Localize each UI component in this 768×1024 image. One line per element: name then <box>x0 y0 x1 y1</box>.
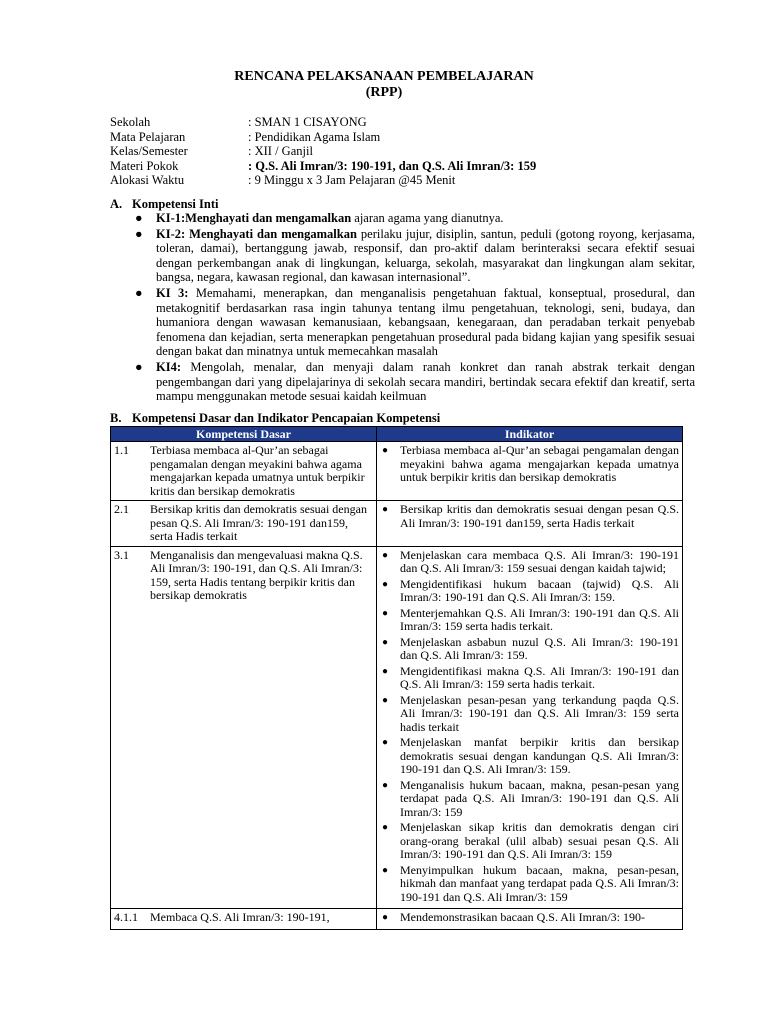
bullet-icon: ● <box>382 549 389 561</box>
bullet-icon: ● <box>382 665 389 677</box>
section-letter: B. <box>110 411 122 425</box>
kd-cell <box>111 546 377 909</box>
list-item <box>380 779 679 820</box>
ki-key: KI-2: Menghayati dan mengamalkan <box>156 226 357 241</box>
table-header-row <box>111 427 683 442</box>
section-a-heading <box>110 197 218 211</box>
bullet-icon: ● <box>382 737 389 748</box>
section-title: Kompetensi Inti <box>132 197 219 211</box>
kompetensi-inti-list <box>135 211 695 405</box>
bullet-icon: ● <box>382 694 389 706</box>
list-item <box>380 736 679 777</box>
bullet-icon: ● <box>382 504 389 515</box>
info-row <box>110 144 536 159</box>
list-item <box>380 864 679 905</box>
info-row <box>110 115 536 130</box>
ki-text: ajaran agama yang dianutnya. <box>351 211 504 225</box>
competency-table <box>110 426 683 930</box>
bullet-icon: ● <box>382 636 389 648</box>
indicator-text: Menjelaskan asbabun nuzul Q.S. Ali Imran/3: 190-191 dan Q.S. Ali Imran/3: 159. <box>400 634 679 662</box>
bullet-icon: ● <box>135 226 143 241</box>
section-letter: A. <box>110 197 123 211</box>
indicator-cell <box>377 501 683 547</box>
list-item <box>380 636 679 663</box>
identity-block <box>110 115 536 188</box>
document-subtitle: (RPP) <box>365 85 403 100</box>
bullet-icon: ● <box>135 211 143 225</box>
kd-text: Menganalisis dan mengevaluasi makna Q.S. Ali Imran/3: 190-191, dan Q.S. Ali Imran/3: 159, serta Hadis tentang berpikir kritis dan bersikap demokratis <box>150 547 363 602</box>
bullet-icon: ● <box>135 285 143 300</box>
section-b-heading <box>110 411 440 425</box>
bullet-icon: ● <box>382 779 389 791</box>
info-value: : Q.S. Ali Imran/3: 190-191, dan Q.S. Ali Imran/3: 159 <box>248 158 537 173</box>
indicator-text: Bersikap kritis dan demokratis sesuai dengan pesan Q.S. Ali Imran/3: 190-191 dan159, serta Hadis terkait <box>400 502 679 530</box>
list-item <box>380 503 679 530</box>
kd-cell <box>111 442 377 501</box>
list-item <box>380 607 679 634</box>
info-row <box>110 159 536 174</box>
indicator-cell <box>377 546 683 909</box>
kd-number: 4.1.1 <box>114 910 138 924</box>
indicator-text: Menjelaskan manfat berpikir kritis dan bersikap demokratis sesuai dengan kandungan Q.S. Ali Imran/3: 190-191 dan Q.S. Ali Imran/3: 159. <box>400 735 679 776</box>
list-item <box>380 911 679 925</box>
indicator-text: Menganalisis hukum bacaan, makna, pesan-pesan yang terdapat pada Q.S. Ali Imran/3: 190-191 dan Q.S. Ali Imran/3: 159 <box>400 777 679 819</box>
ki-text: Memahami, menerapkan, dan menganalisis pengetahuan faktual, konseptual, prosedural, dan metakognitif berdasarkan rasa ingin tahunya tentang ilmu pengetahuan, teknologi, seni, budaya, dan humaniora dengan wawasan kemanusiaan, kebangsaan, kenegaraan, dan peradaban terkait penyebab fenomena dan kejadian, serta menerapkan pengetahuan prosedural pada bidang kajian yang spesifik sesuai dengan bakat dan minatnya untuk memecahkan masalah <box>156 285 695 359</box>
indicator-text: Mengidentifikasi hukum bacaan (tajwid) Q.S. Ali Imran/3: 190-191 dan Q.S. Ali Imran/3: 159. <box>400 576 679 604</box>
list-item <box>380 578 679 605</box>
info-label: Sekolah <box>110 115 151 129</box>
ki-text: Mengolah, menalar, dan menyaji dalam ranah konkret dan ranah abstrak terkait dengan pengembangan dari yang dipelajarinya di sekolah secara mandiri, bertindak secara efektif dan kreatif, serta mampu menggunakan metode sesuai kaidah keilmuan <box>156 359 695 404</box>
kd-text: Bersikap kritis dan demokratis sesuai dengan pesan Q.S. Ali Imran/3: 190-191 dan159, serta Hadis terkait <box>150 502 367 543</box>
bullet-icon: ● <box>382 864 389 876</box>
info-label: Materi Pokok <box>110 158 179 173</box>
indicator-text: Menterjemahkan Q.S. Ali Imran/3: 190-191 dan Q.S. Ali Imran/3: 159 serta hadis terkait. <box>400 605 679 633</box>
kd-text: Membaca Q.S. Ali Imran/3: 190-191, <box>150 910 330 924</box>
kd-number: 2.1 <box>114 502 129 516</box>
kd-cell <box>111 501 377 547</box>
ki-text: perilaku jujur, disiplin, santun, peduli (gotong royong, kerjasama, toleran, damai), bertanggung jawab, responsif, dan pro-aktif dalam berinteraksi secara efektif sesuai dengan perkembangan anak di lingkungan, keluarga, sekolah, masyarakat dan lingkungan alam sekitar, bangsa, negara, kawasan regional, dan kawasan internasional”. <box>156 226 695 285</box>
bullet-icon: ● <box>382 445 389 456</box>
list-item <box>135 360 695 404</box>
info-row <box>110 130 536 145</box>
kd-number: 1.1 <box>114 443 129 457</box>
list-item <box>135 227 695 285</box>
list-item <box>380 444 679 485</box>
ki-key: KI-1:Menghayati dan mengamalkan <box>156 211 352 225</box>
bullet-icon: ● <box>382 607 389 619</box>
info-label: Mata Pelajaran <box>110 129 186 144</box>
list-item <box>380 549 679 576</box>
column-header: Kompetensi Dasar <box>111 427 377 442</box>
indicator-text: Menjelaskan cara membaca Q.S. Ali Imran/3: 190-191 dan Q.S. Ali Imran/3: 159 sesuai dengan kaidah tajwid; <box>400 547 679 575</box>
document-title: RENCANA PELAKSANAAN PEMBELAJARAN <box>234 69 534 84</box>
info-label: Alokasi Waktu <box>110 173 185 187</box>
indicator-text: Menyimpulkan hukum bacaan, makna, pesan-pesan, hikmah dan manfaat yang terdapat pada Q.S. Ali Imran/3: 190-191 dan Q.S. Ali Imran/3: 159 <box>400 862 679 904</box>
info-value: : SMAN 1 CISAYONG <box>248 115 367 129</box>
list-item <box>135 286 695 359</box>
info-value: : Pendidikan Agama Islam <box>248 129 381 144</box>
table-row <box>111 442 683 501</box>
info-label: Kelas/Semester <box>110 144 188 158</box>
kd-text: Terbiasa membaca al-Qur’an sebagai pengamalan dengan meyakini bahwa agama mengajarkan kepada umatnya untuk berpikir kritis dan bersikap demokratis <box>150 443 365 498</box>
ki-key: KI4: <box>156 359 181 374</box>
indicator-text: Mengidentifikasi makna Q.S. Ali Imran/3: 190-191 dan Q.S. Ali Imran/3: 159 serta hadis terkait. <box>400 663 679 691</box>
list-item <box>380 665 679 692</box>
table-row <box>111 501 683 547</box>
info-value: : 9 Minggu x 3 Jam Pelajaran @45 Menit <box>248 173 456 187</box>
list-item <box>135 211 695 226</box>
indicator-text: Mendemonstrasikan bacaan Q.S. Ali Imran/3: 190- <box>400 910 645 924</box>
indicator-text: Menjelaskan pesan-pesan yang terkandung paqda Q.S. Ali Imran/3: 190-191 dan Q.S. Ali Imran/3: 159 serta hadis terkait <box>400 692 679 734</box>
list-item <box>380 694 679 735</box>
kd-cell <box>111 909 377 930</box>
bullet-icon: ● <box>135 359 143 374</box>
table-row <box>111 546 683 909</box>
section-title: Kompetensi Dasar dan Indikator Pencapaian Kompetensi <box>132 411 441 425</box>
info-row <box>110 173 536 188</box>
indicator-text: Terbiasa membaca al-Qur’an sebagai pengamalan dengan meyakini bahwa agama mengajarkan kepada umatnya untuk berpikir kritis dan bersikap demokratis <box>400 443 679 484</box>
table-row <box>111 909 683 930</box>
indicator-text: Menjelaskan sikap kritis dan demokratis dengan ciri orang-orang berakal (ulil albab) sesuai pesan Q.S. Ali Imran/3: 190-191 dan Q.S. Ali Imran/3: 159 <box>400 820 679 861</box>
ki-key: KI 3: <box>156 285 189 300</box>
list-item <box>380 821 679 862</box>
indicator-cell <box>377 442 683 501</box>
indicator-cell <box>377 909 683 930</box>
column-header: Indikator <box>377 427 683 442</box>
bullet-icon: ● <box>382 578 389 590</box>
info-value: : XII / Ganjil <box>248 144 313 158</box>
kd-number: 3.1 <box>114 547 129 562</box>
bullet-icon: ● <box>382 822 389 833</box>
bullet-icon: ● <box>382 912 389 923</box>
